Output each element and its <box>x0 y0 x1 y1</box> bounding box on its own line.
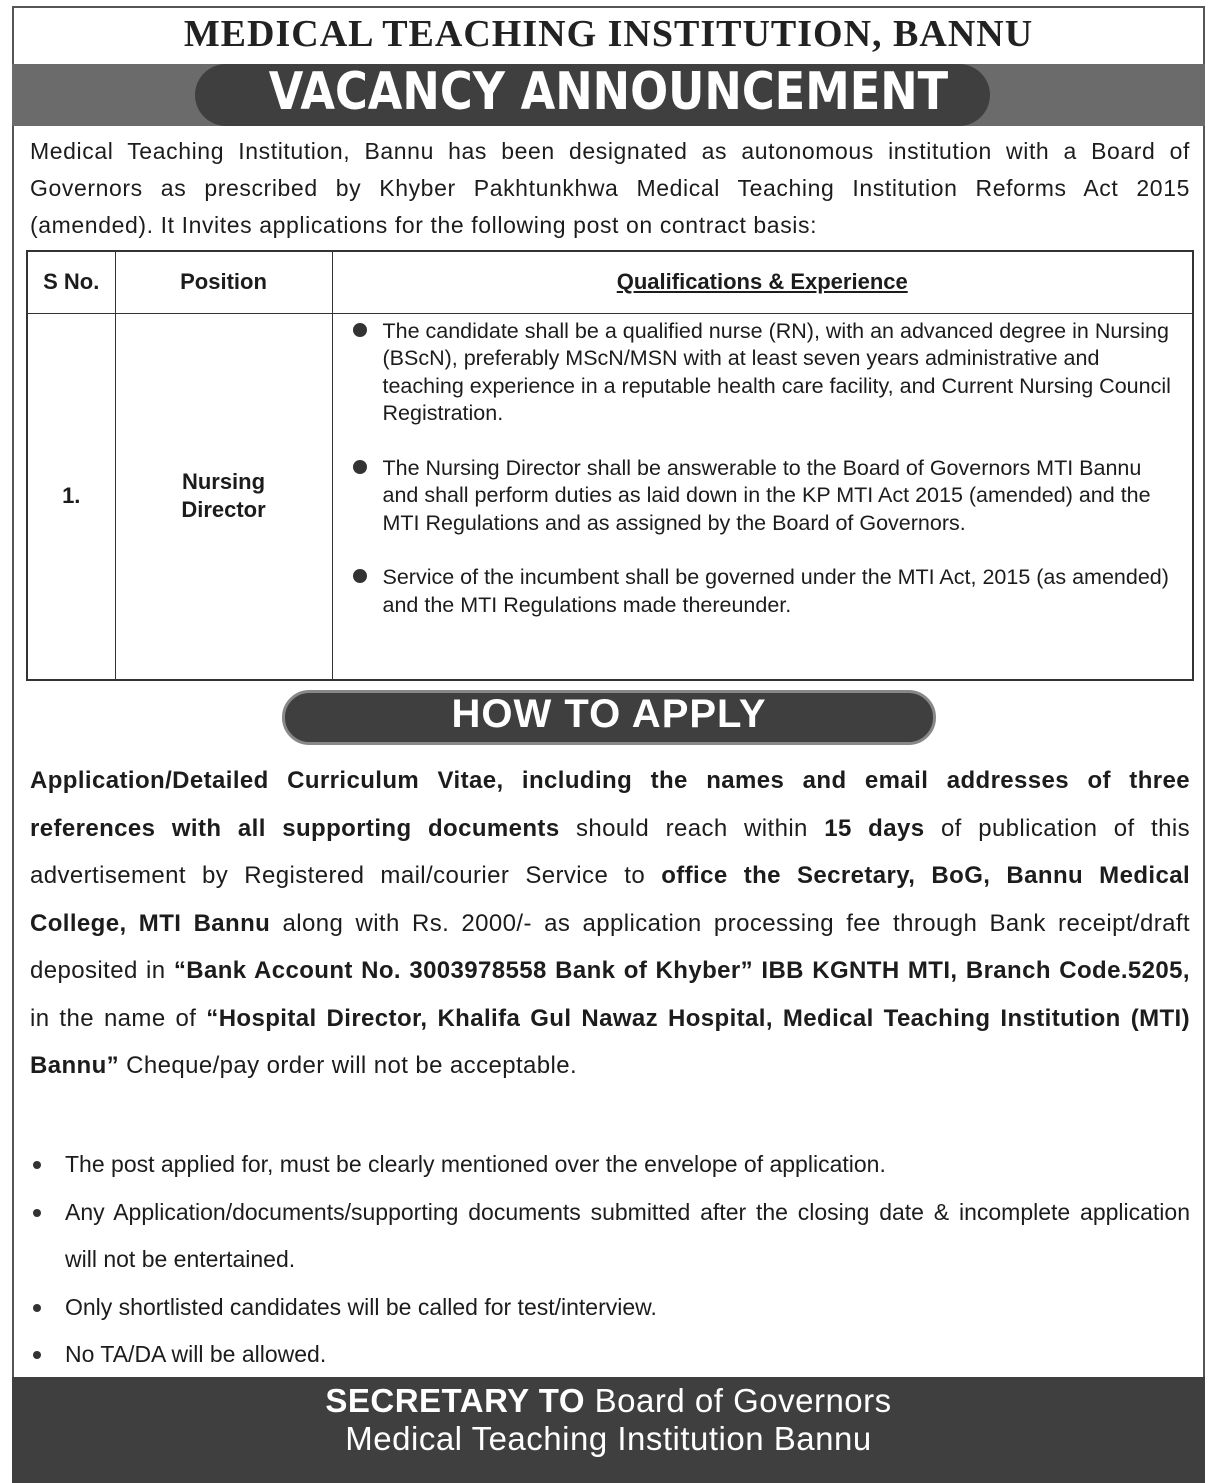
qualification-text: The Nursing Director shall be answerable to the Board of Governors MTI Bannu and shall perform duties as laid down in the KP MTI Act 2015 (amended) and the MTI Regulations and as assigned by the Board of Governors. <box>382 455 1151 535</box>
mailing-office: office the Secretary, BoG, Bannu Medical College, MTI Bannu <box>30 862 1191 937</box>
term-text: No TA/DA will be allowed. <box>65 1341 327 1367</box>
instructions-text-4: in the name of <box>30 1004 207 1032</box>
account-name: “Hospital Director, Khalifa Gul Nawaz Hospital, Medical Teaching Institution (MTI) Bannu” <box>30 1004 1190 1079</box>
vacancy-banner-text: VACANCY ANNOUNCEMENT <box>268 62 949 122</box>
table-header-row <box>27 251 1193 313</box>
list-item <box>30 1141 1190 1189</box>
bank-account: “Bank Account No. 3003978558 Bank of Khyber” IBB KGNTH MTI, Branch Code.5205, <box>173 957 1190 984</box>
term-text: Any Application/documents/supporting documents submitted after the closing date & incomplete application will not be entertained. <box>65 1198 1190 1272</box>
col-header-sno: S No. <box>27 251 115 313</box>
instructions-text-5: Cheque/pay order will not be acceptable. <box>119 1052 578 1079</box>
signature-line-2: Medical Teaching Institution Bannu <box>345 1420 872 1457</box>
bullet-icon <box>33 1351 41 1359</box>
position-line-1: Nursing <box>181 469 266 495</box>
signature-board: Board of Governors <box>585 1382 892 1419</box>
qualification-text: Service of the incumbent shall be governed under the MTI Act, 2015 (as amended) and the MTI Regulations made thereunder. <box>382 565 1169 617</box>
term-text: Only shortlisted candidates will be called for test/interview. <box>65 1293 657 1320</box>
list-item <box>353 564 1181 619</box>
bullet-icon <box>353 323 367 337</box>
bullet-icon <box>353 460 367 474</box>
intro-paragraph: Medical Teaching Institution, Bannu has been designated as autonomous institution with a Board of Governors as prescribed by Khyber Pakhtunkhwa Medical Teaching Institution Reforms Act 2015 (amended). It Invites applications for the following post on contract basis: <box>30 138 1190 238</box>
org-title: MEDICAL TEACHING INSTITUTION, BANNU <box>183 13 1034 55</box>
term-text: The post applied for, must be clearly mentioned over the envelope of application. <box>65 1151 886 1177</box>
signature-title: SECRETARY TO <box>325 1382 585 1419</box>
table-row <box>27 313 1193 680</box>
deadline-days: 15 days <box>824 814 925 842</box>
how-to-apply-title: HOW TO APPLY <box>451 692 767 736</box>
col-header-position: Position <box>115 251 332 313</box>
application-instructions <box>30 757 1190 1090</box>
qualifications-list <box>353 318 1181 620</box>
bullet-icon <box>33 1161 41 1169</box>
list-item <box>30 1189 1190 1284</box>
position-line-2: Director <box>181 497 266 523</box>
vacancy-table <box>26 250 1194 681</box>
cell-position <box>115 313 332 680</box>
list-item <box>30 1284 1190 1332</box>
bullet-icon <box>33 1209 41 1217</box>
list-item <box>30 1331 1190 1379</box>
cell-sno: 1. <box>27 313 115 680</box>
col-header-qualifications: Qualifications & Experience <box>332 251 1193 313</box>
instructions-text-1: should reach within <box>559 814 825 842</box>
instructions-bold-1: Application/Detailed Curriculum Vitae, including the names and email addresses of three references with all supporting documents <box>30 767 1190 842</box>
list-item <box>353 318 1181 428</box>
signature-line-1 <box>0 1382 1217 1420</box>
list-item <box>353 455 1181 538</box>
instructions-text-3: along with Rs. 2000/- as application processing fee through Bank receipt/draft deposited in <box>30 909 1190 984</box>
instructions-text-2: of publication of this advertisement by Registered mail/courier Service to <box>30 814 1190 889</box>
qualification-text: The candidate shall be a qualified nurse (RN), with an advanced degree in Nursing (BScN), preferably MScN/MSN with at least seven years administrative and teaching experience in a reputable health care facility, and Current Nursing Council Registration. <box>382 318 1171 425</box>
bullet-icon <box>353 569 367 583</box>
terms-list <box>30 1141 1190 1379</box>
cell-qualifications <box>332 313 1193 680</box>
bullet-icon <box>33 1304 41 1312</box>
